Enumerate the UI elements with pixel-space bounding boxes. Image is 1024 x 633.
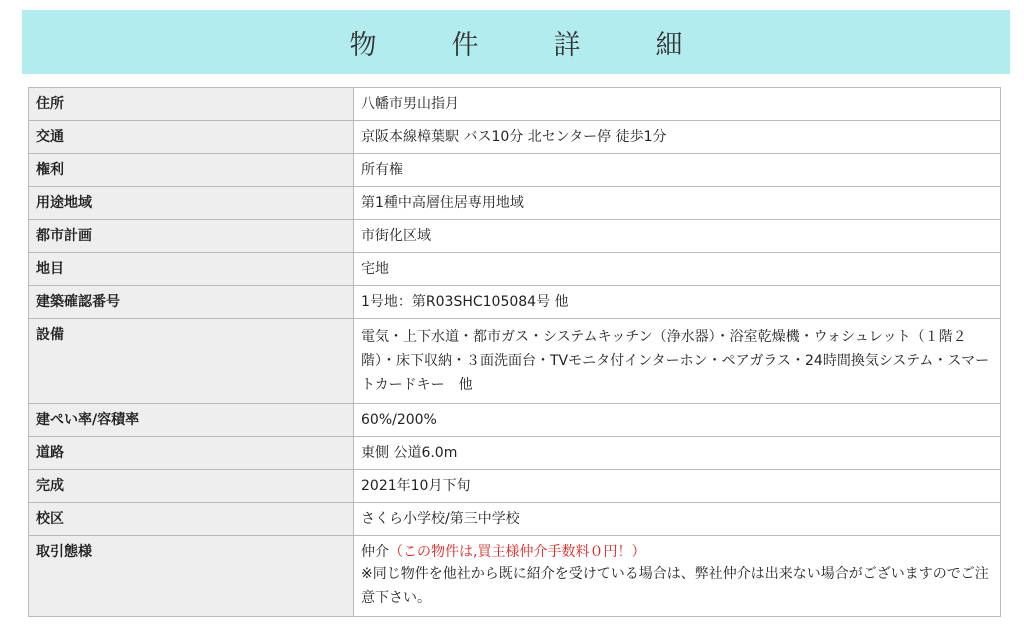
row-label-access: 交通 bbox=[29, 121, 354, 154]
row-value-facilities bbox=[354, 319, 1001, 404]
property-details-table bbox=[28, 87, 1001, 617]
row-label-rights: 権利 bbox=[29, 154, 354, 187]
row-label-city-planning: 都市計画 bbox=[29, 220, 354, 253]
row-label-road: 道路 bbox=[29, 437, 354, 470]
transaction-type-text: 仲介 bbox=[361, 544, 389, 560]
row-value-land-category: 宅地 bbox=[354, 253, 1001, 286]
row-label-land-category: 地目 bbox=[29, 253, 354, 286]
row-label-facilities: 設備 bbox=[29, 319, 354, 404]
table-row bbox=[29, 121, 1001, 154]
row-value-address: 八幡市男山指月 bbox=[354, 88, 1001, 121]
page-title: 物 件 詳 細 bbox=[349, 29, 707, 61]
table-row bbox=[29, 437, 1001, 470]
transaction-note: ※同じ物件を他社から既に紹介を受けている場合は、弊社仲介は出来ない場合がございますのでご注意下さい。 bbox=[361, 566, 989, 606]
commission-free-notice: （この物件は,買主様仲介手数料０円！） bbox=[389, 544, 646, 560]
row-value-transaction-type bbox=[354, 536, 1001, 617]
row-value-building-confirmation: 1号地：第R03SHC105084号 他 bbox=[354, 286, 1001, 319]
facilities-text: 電気・上下水道・都市ガス・システムキッチン（浄水器）・浴室乾燥機・ウォシュレット（１階２階）・床下収納・３面洗面台・TVモニタ付インターホン・ペアガラス・24時間換気システム・スマートカードキー 他 bbox=[361, 329, 990, 393]
table-row bbox=[29, 470, 1001, 503]
table-row bbox=[29, 319, 1001, 404]
title-banner bbox=[22, 10, 1010, 74]
row-label-address: 住所 bbox=[29, 88, 354, 121]
row-label-completion: 完成 bbox=[29, 470, 354, 503]
table-row bbox=[29, 286, 1001, 319]
row-label-transaction-type: 取引態様 bbox=[29, 536, 354, 617]
table-row bbox=[29, 220, 1001, 253]
row-label-coverage-ratio: 建ぺい率/容積率 bbox=[29, 404, 354, 437]
row-label-building-confirmation: 建築確認番号 bbox=[29, 286, 354, 319]
row-value-completion: 2021年10月下旬 bbox=[354, 470, 1001, 503]
row-label-school-district: 校区 bbox=[29, 503, 354, 536]
row-value-road: 東側 公道6.0m bbox=[354, 437, 1001, 470]
row-value-school-district: さくら小学校/第三中学校 bbox=[354, 503, 1001, 536]
row-value-coverage-ratio: 60%/200% bbox=[354, 404, 1001, 437]
row-value-zoning: 第1種中高層住居専用地域 bbox=[354, 187, 1001, 220]
table-row bbox=[29, 253, 1001, 286]
table-row bbox=[29, 503, 1001, 536]
table-row bbox=[29, 187, 1001, 220]
row-value-rights: 所有権 bbox=[354, 154, 1001, 187]
row-value-access: 京阪本線樟葉駅 バス10分 北センター停 徒歩1分 bbox=[354, 121, 1001, 154]
table-row bbox=[29, 536, 1001, 617]
row-label-zoning: 用途地域 bbox=[29, 187, 354, 220]
table-row bbox=[29, 404, 1001, 437]
table-row bbox=[29, 154, 1001, 187]
row-value-city-planning: 市街化区域 bbox=[354, 220, 1001, 253]
table-row bbox=[29, 88, 1001, 121]
